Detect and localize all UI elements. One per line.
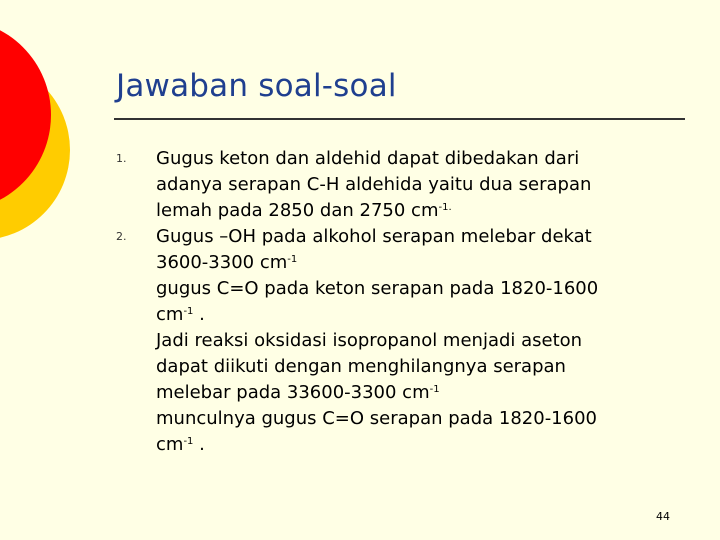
item-number: 1. <box>116 152 127 165</box>
answer-list <box>116 146 676 458</box>
superscript: -1. <box>438 202 452 213</box>
item-line: $cm^{-1}$ . <box>156 434 205 455</box>
superscript: -1 <box>183 436 194 447</box>
item-line: Gugus –OH pada alkohol serapan melebar dekat <box>156 226 592 247</box>
decorative-circles <box>0 0 80 300</box>
page-number: 44 <box>656 510 670 523</box>
list-item-2 <box>116 224 676 458</box>
item-number: 2. <box>116 230 127 243</box>
slide-title: Jawaban soal-soal <box>116 68 397 104</box>
item-line: dapat diikuti dengan menghilangnya serapan <box>156 356 566 377</box>
item-line: gugus C=O pada keton serapan pada 1820-1600 <box>156 278 599 299</box>
item-line: lemah pada 2850 dan 2750 $cm^{-1.}$ <box>156 200 452 221</box>
item-line: 3600-3300 $cm^{-1}$ <box>156 252 298 273</box>
title-divider <box>114 118 685 120</box>
item-line: $cm^{-1}$ . <box>156 304 205 325</box>
superscript: -1 <box>287 254 298 265</box>
item-line: adanya serapan C-H aldehida yaitu dua serapan <box>156 174 592 195</box>
superscript: -1 <box>183 306 194 317</box>
superscript: -1 <box>429 384 440 395</box>
item-line: Gugus keton dan aldehid dapat dibedakan dari <box>156 148 580 169</box>
item-line: melebar pada 33600-3300 $cm^{-1}$ <box>156 382 440 403</box>
item-line: Jadi reaksi oksidasi isopropanol menjadi aseton <box>156 330 583 351</box>
item-line: munculnya gugus C=O serapan pada 1820-1600 <box>156 408 597 429</box>
list-item-1 <box>116 146 676 224</box>
